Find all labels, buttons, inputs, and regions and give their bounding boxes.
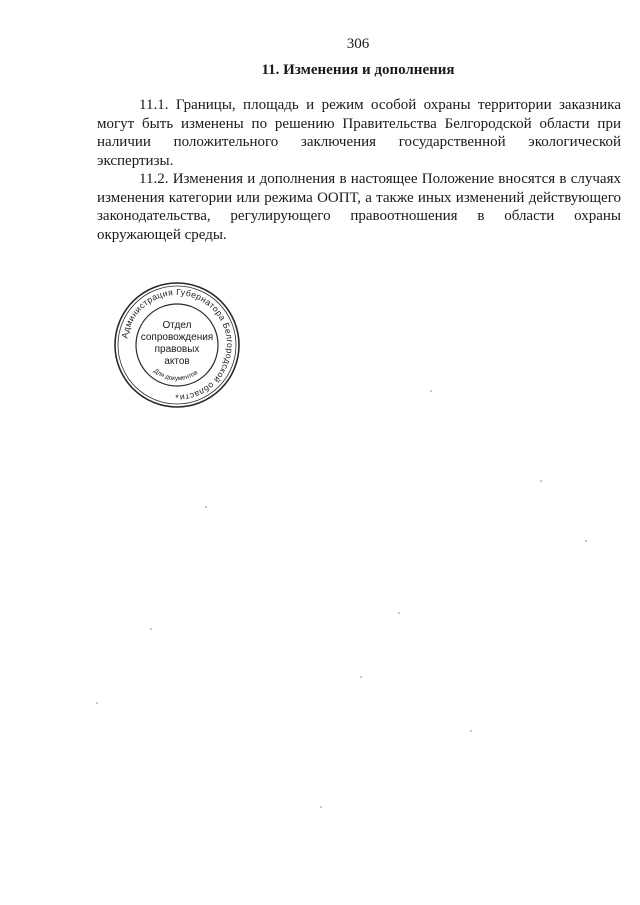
- scan-speck: [320, 806, 322, 808]
- stamp-line-3: правовых: [154, 344, 200, 355]
- scan-speck: [540, 480, 542, 482]
- scan-speck: [470, 730, 472, 732]
- page-number: 306: [346, 36, 370, 52]
- paragraph-11-2: 11.2. Изменения и дополнения в настоящее Положение вносятся в случаях изменения категории или режима ООПТ, а также иных изменений действующего законодательства, регулирующего правоотношения в области охраны окружающей среды.: [97, 171, 621, 243]
- scan-speck: [96, 702, 98, 704]
- stamp-line-4: актов: [164, 356, 190, 367]
- stamp-line-2: сопровождения: [140, 332, 214, 343]
- scan-speck: [585, 540, 587, 542]
- stamp-bottom-text: Для документов: [152, 367, 200, 383]
- stamp-star: *: [175, 393, 179, 403]
- scan-speck: [398, 612, 400, 614]
- section-heading: 11. Изменения и дополнения: [261, 62, 455, 78]
- official-stamp: [112, 280, 242, 410]
- scan-speck: [360, 676, 362, 678]
- stamp-ring-text: Администрация Губернатора Белгородской области: [119, 286, 236, 403]
- scan-speck: [205, 506, 207, 508]
- scan-speck: [430, 390, 432, 392]
- paragraph-11-1: 11.1. Границы, площадь и режим особой охраны территории заказника могут быть изменены по решению Правительства Белгородской области при наличии положительного заключения государственной экологической экспертизы.: [97, 97, 621, 169]
- document-body: [97, 96, 621, 244]
- stamp-seal-graphic: [112, 280, 242, 410]
- stamp-line-1: Отдел: [162, 320, 192, 331]
- scan-speck: [150, 628, 152, 630]
